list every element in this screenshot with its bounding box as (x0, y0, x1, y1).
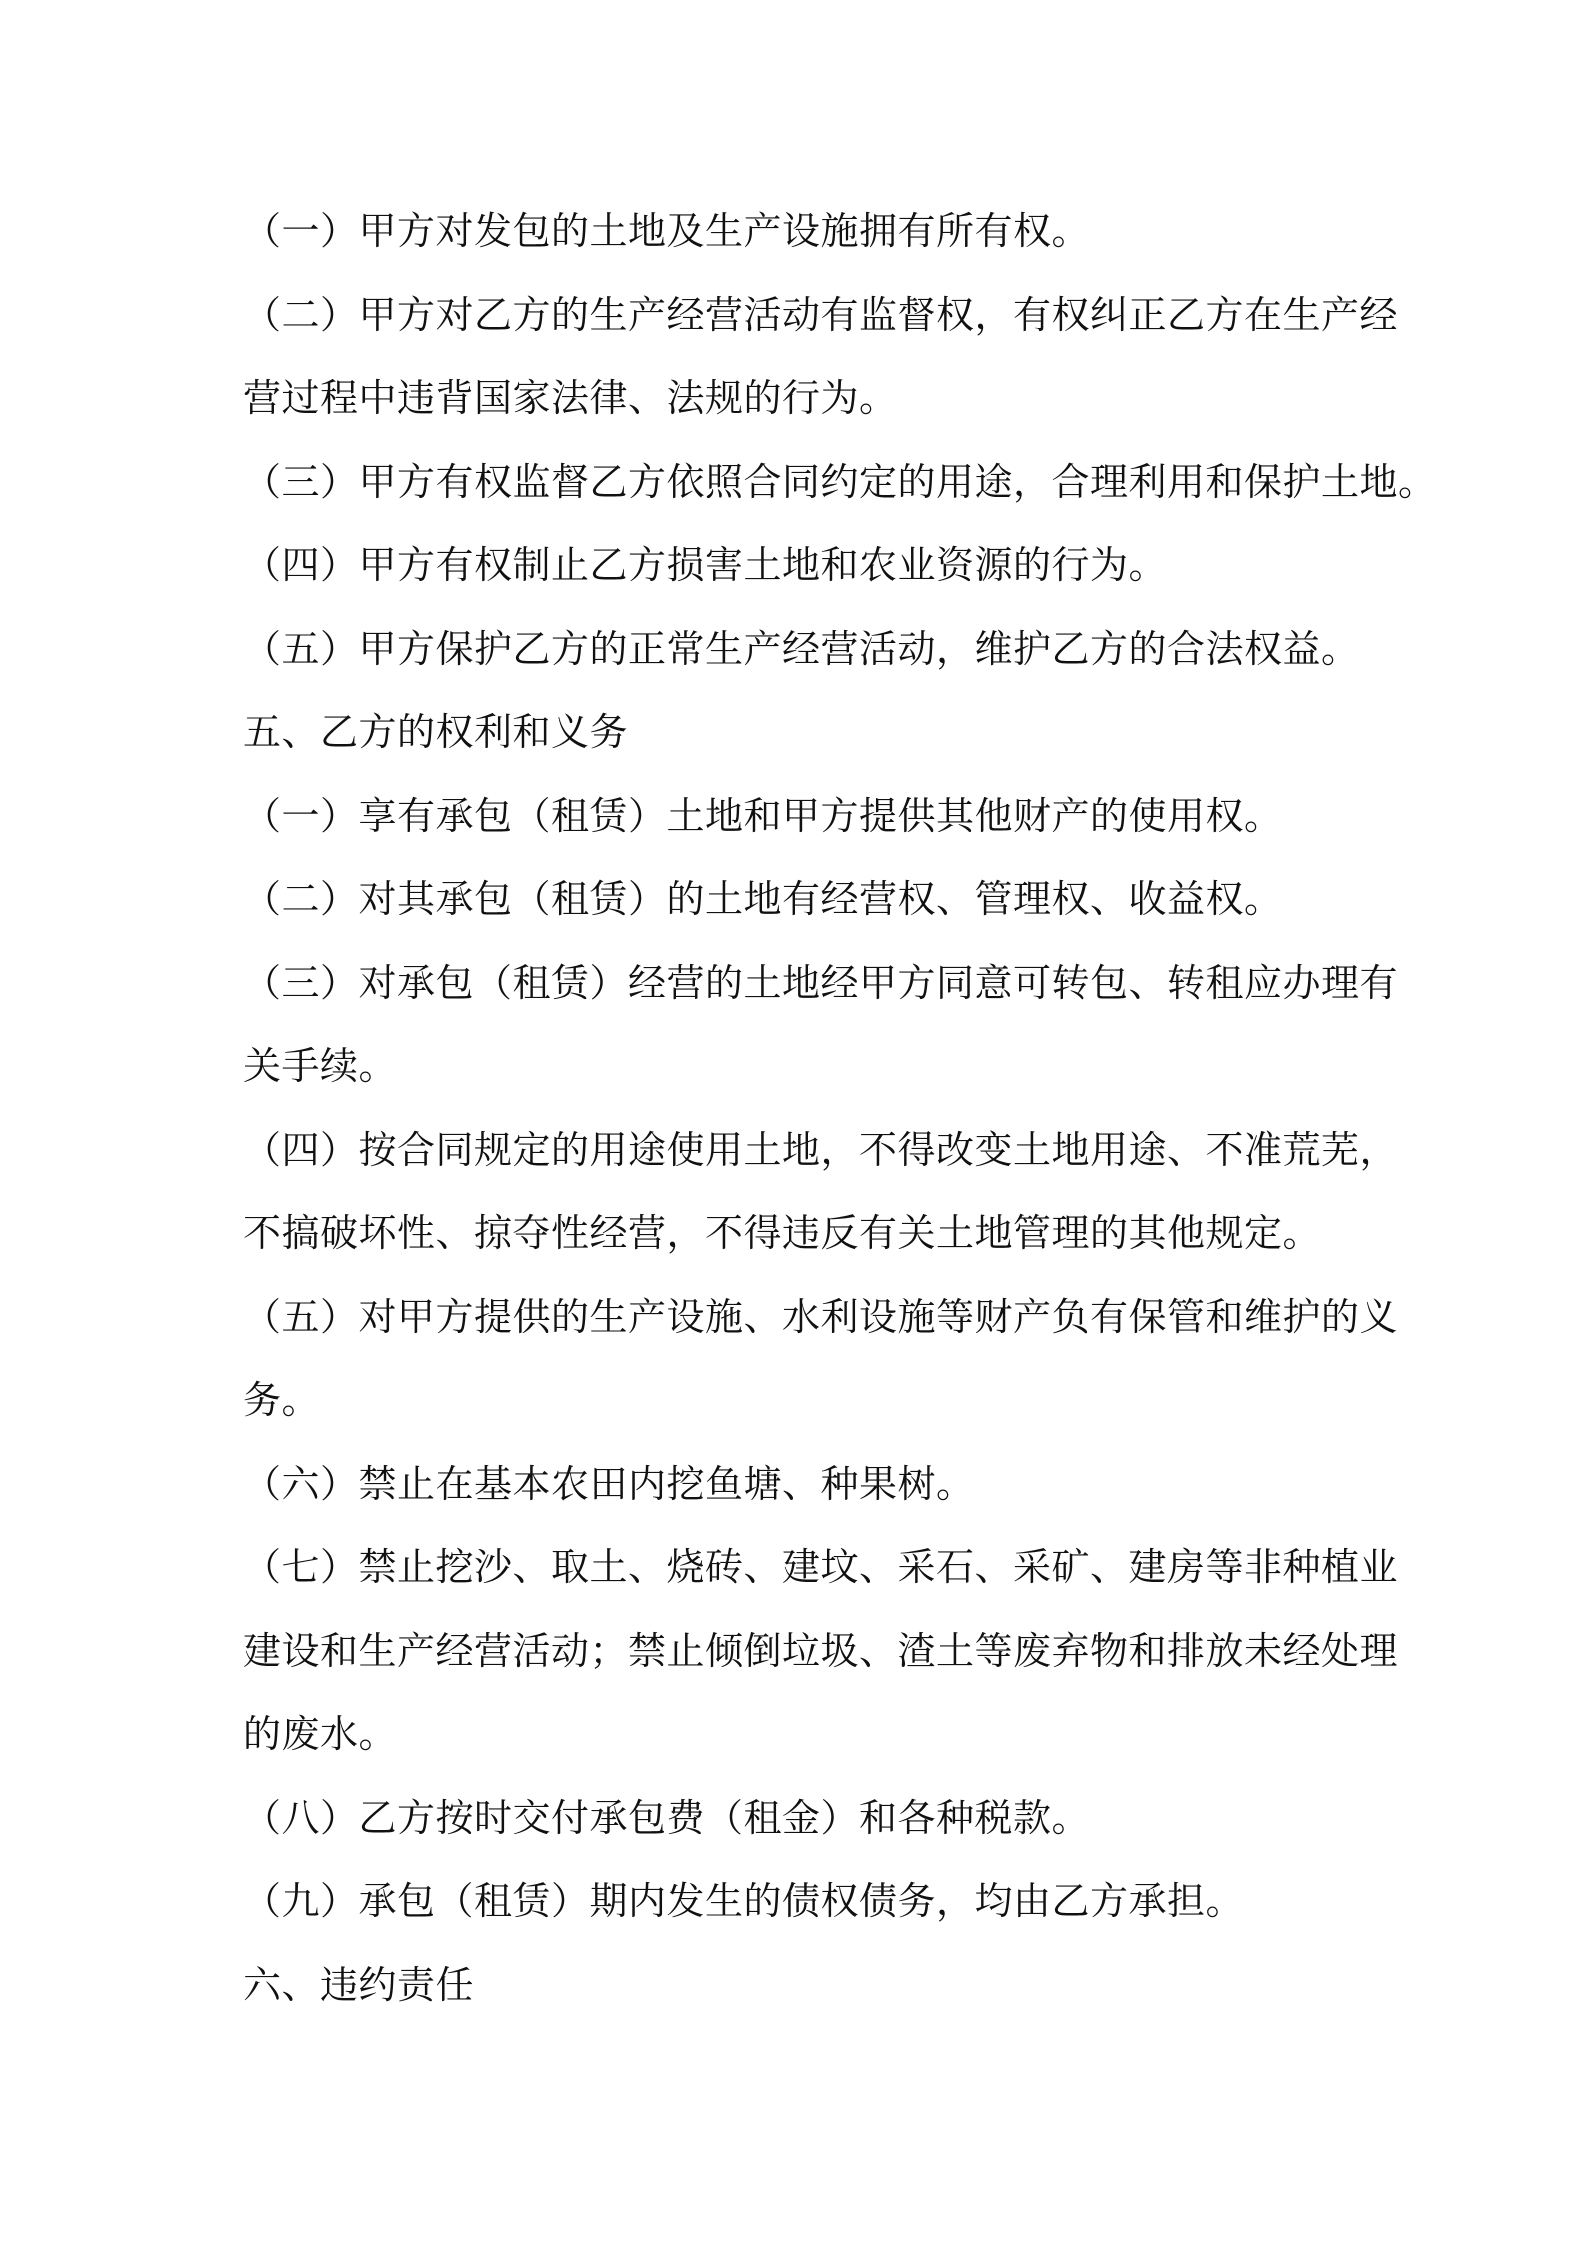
clause-1-2-line-2: 营过程中违背国家法律、法规的行为。 (243, 376, 898, 420)
clause-1-3: （三）甲方有权监督乙方依照合同约定的用途，合理利用和保护土地。 (243, 459, 1437, 504)
section-heading-6: 六、违约责任 (243, 1962, 475, 2007)
clause-5-7-line-2: 建设和生产经营活动；禁止倾倒垃圾、渣土等废弃物和排放未经处理 (243, 1628, 1399, 1673)
clause-5-9: （九）承包（租赁）期内发生的债权债务，均由乙方承担。 (243, 1879, 1245, 1923)
clause-5-5-line-2: 务。 (243, 1378, 321, 1422)
section-heading-5: 五、乙方的权利和义务 (243, 710, 629, 754)
clause-5-2: （二）对其承包（租赁）的土地有经营权、管理权、收益权。 (243, 877, 1283, 921)
clause-5-4-line-1: （四）按合同规定的用途使用土地，不得改变土地用途、不准荒芜， (243, 1127, 1399, 1172)
clause-1-4: （四）甲方有权制止乙方损害土地和农业资源的行为。 (243, 543, 1168, 587)
document-body (243, 190, 1437, 2027)
clause-5-3-line-1: （三）对承包（租赁）经营的土地经甲方同意可转包、转租应办理有 (243, 960, 1399, 1005)
clause-5-8: （八）乙方按时交付承包费（租金）和各种税款。 (243, 1795, 1091, 1840)
clause-5-6: （六）禁止在基本农田内挖鱼塘、种果树。 (243, 1461, 975, 1506)
clause-1-2-line-1: （二）甲方对乙方的生产经营活动有监督权，有权纠正乙方在生产经 (243, 292, 1399, 337)
clause-5-4-line-2: 不搞破坏性、掠夺性经营，不得违反有关土地管理的其他规定。 (243, 1211, 1322, 1255)
clause-1-5: （五）甲方保护乙方的正常生产经营活动，维护乙方的合法权益。 (243, 626, 1360, 671)
clause-5-1: （一）享有承包（租赁）土地和甲方提供其他财产的使用权。 (243, 793, 1283, 838)
clause-1-1: （一）甲方对发包的土地及生产设施拥有所有权。 (243, 209, 1091, 253)
clause-5-7-line-3: 的废水。 (243, 1712, 398, 1756)
clause-5-5-line-1: （五）对甲方提供的生产设施、水利设施等财产负有保管和维护的义 (243, 1294, 1399, 1339)
clause-5-7-line-1: （七）禁止挖沙、取土、烧砖、建坟、采石、采矿、建房等非种植业 (243, 1545, 1399, 1589)
clause-5-3-line-2: 关手续。 (243, 1044, 398, 1088)
